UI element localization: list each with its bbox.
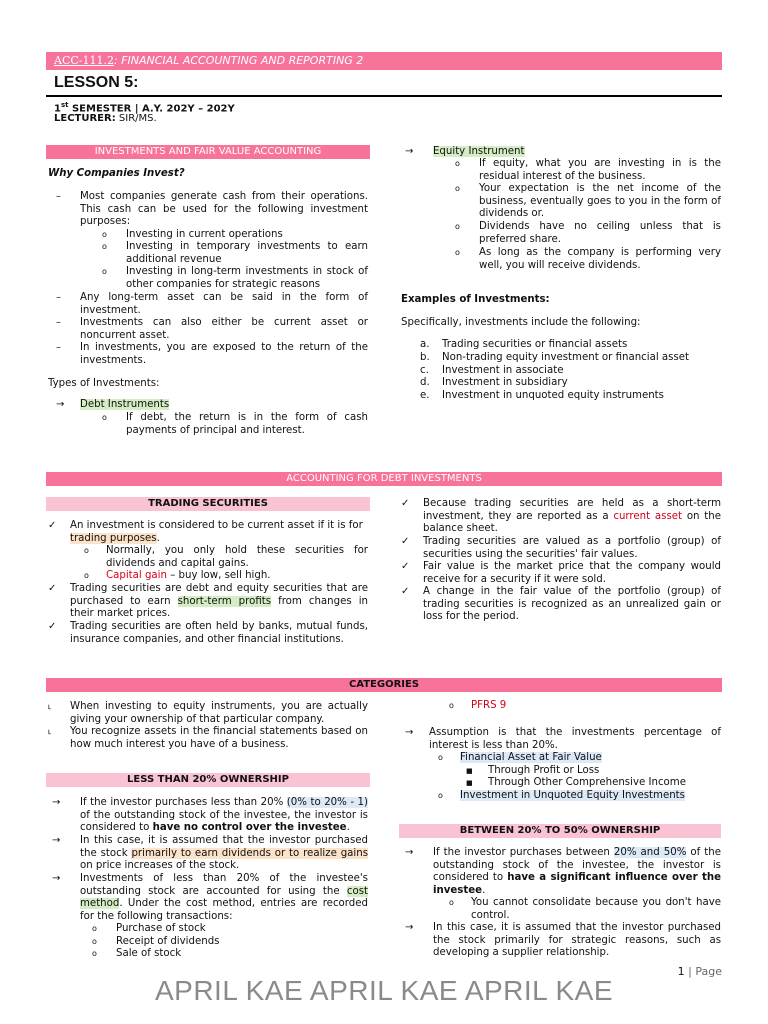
capital-gain-term: Capital gain xyxy=(106,570,167,581)
equity-instrument-label: Equity Instrument xyxy=(433,146,525,157)
cost-method-highlight: cost method xyxy=(80,885,368,910)
course-title: : FINANCIAL ACCOUNTING AND REPORTING 2 xyxy=(113,54,364,67)
bullet-text xyxy=(80,797,368,835)
check-marker: ✓ xyxy=(48,520,57,531)
lecturer-value: SIR/MS. xyxy=(115,113,157,124)
sub-bullet-text: Dividends have no ceiling unless that is preferred share. xyxy=(479,221,721,245)
less-than-20-heading: LESS THAN 20% OWNERSHIP xyxy=(46,773,370,787)
bullet-text xyxy=(433,847,721,897)
bullet-text: A change in the fair value of the portfolio (group) of trading securities is recognized as an unrealized gain or loss for the period. xyxy=(423,586,721,623)
sub-bullet-text: You cannot consolidate because you don't have control. xyxy=(471,897,721,921)
sub-bullet-text: If equity, what you are investing in is the residual interest of the business. xyxy=(479,158,721,182)
example-text: Trading securities or financial assets xyxy=(442,339,628,350)
sub-bullet-text: Investing in long-term investments in stock of other companies for strategic reasons xyxy=(126,266,368,290)
circle-marker: o xyxy=(438,753,443,762)
bullet-text xyxy=(80,835,368,873)
sub-bullet-text: As long as the company is performing very well, you will receive dividends. xyxy=(479,247,721,271)
current-asset-term: current asset xyxy=(613,510,683,522)
circle-marker: o xyxy=(455,184,460,193)
text-span: of the outstanding stock of the investee, the investor is considered to xyxy=(80,809,368,834)
circle-marker: o xyxy=(92,949,97,959)
bullet-text: In investments, you are exposed to the return of the investments. xyxy=(80,342,368,366)
dash-marker: – xyxy=(56,317,61,328)
circle-marker: o xyxy=(449,701,454,710)
list-marker: a. xyxy=(420,339,430,350)
dash-marker: – xyxy=(56,292,61,303)
circle-marker: o xyxy=(449,898,454,907)
list-item xyxy=(420,390,720,403)
bullet-text xyxy=(70,583,368,621)
circle-marker: o xyxy=(84,546,89,555)
list-item xyxy=(420,365,720,378)
list-item xyxy=(420,377,720,390)
circle-marker: o xyxy=(102,242,107,251)
dash-marker: – xyxy=(56,342,61,353)
text-span: Trading securities are debt and equity securities that are purchased to earn xyxy=(70,583,368,607)
arrow-marker: → xyxy=(405,847,414,858)
bullet-text: When investing to equity instruments, you are actually giving your ownership of that particular company. xyxy=(70,701,368,725)
list-marker: b. xyxy=(420,351,430,363)
arrow-marker: → xyxy=(405,727,414,738)
header-rule xyxy=(46,95,722,97)
list-item xyxy=(92,936,368,949)
bullet-text xyxy=(80,873,368,923)
circle-marker: o xyxy=(92,936,97,946)
trading-purposes-highlight: trading purposes xyxy=(70,532,157,544)
transaction-text: Sale of stock xyxy=(116,948,182,960)
course-header-bar xyxy=(46,52,722,70)
watermark: APRIL KAE APRIL KAE APRIL KAE xyxy=(154,975,614,1006)
circle-marker: o xyxy=(92,924,97,933)
bullet-text: Trading securities are often held by banks, mutual funds, insurance companies, and other financial institutions. xyxy=(70,621,368,645)
sub-bullet-text xyxy=(106,570,368,583)
check-marker: ✓ xyxy=(48,621,57,632)
section-title-debt: ACCOUNTING FOR DEBT INVESTMENTS xyxy=(46,472,722,486)
text-span: . Under the cost method, entries are recorded for the following transactions: xyxy=(80,898,368,922)
section-title-investments: INVESTMENTS AND FAIR VALUE ACCOUNTING xyxy=(46,145,370,159)
circle-marker: o xyxy=(438,791,443,800)
list-marker: c. xyxy=(420,364,429,376)
circle-marker: o xyxy=(102,413,107,422)
arrow-marker: → xyxy=(52,873,61,884)
square-marker: ■ xyxy=(466,779,473,787)
arrow-marker: → xyxy=(405,922,414,933)
text-span: If the investor purchases less than 20% xyxy=(80,797,287,808)
course-code: ACC-111.2 xyxy=(54,54,114,67)
lesson-title: LESSON 5: xyxy=(54,74,139,91)
list-item xyxy=(92,948,368,961)
sub-bullet-text: Through Other Comprehensive Income xyxy=(488,777,686,788)
example-text: Investment in subsidiary xyxy=(442,377,568,389)
page-label: | Page xyxy=(684,965,722,978)
text-span: from changes in their market prices. xyxy=(70,595,368,620)
list-item xyxy=(420,339,720,352)
semester-number: 1 xyxy=(54,103,61,115)
bullet-text: Trading securities are valued as a portfolio (group) of securities using the securities' fair values. xyxy=(423,536,721,560)
list-marker: d. xyxy=(420,377,430,389)
section-title-categories: CATEGORIES xyxy=(46,678,722,692)
lecturer-label: LECTURER: xyxy=(54,113,116,124)
arrow-marker: → xyxy=(52,797,61,808)
list-marker: e. xyxy=(420,390,430,402)
check-marker: ✓ xyxy=(401,536,410,547)
text-span: In this case, it is assumed that the investor purchased the stock xyxy=(80,835,368,859)
text-span: . xyxy=(156,532,160,544)
example-text: Investment in unquoted equity instruments xyxy=(442,390,664,402)
square-marker: ■ xyxy=(466,767,473,775)
text-span: Because trading securities are held as a short-term investment, they are reported as a xyxy=(423,498,721,522)
bullet-text xyxy=(70,520,368,545)
text-span: Investments of less than 20% of the investee's outstanding stock are accounted for using the xyxy=(80,873,368,897)
dividends-highlight: primarily to earn dividends or to realize gains xyxy=(131,847,368,859)
bullet-text: Most companies generate cash from their operations. This cash can be used for the following investment purposes: xyxy=(80,191,368,228)
list-item xyxy=(420,352,720,365)
lecturer-line xyxy=(54,112,157,125)
circle-marker: o xyxy=(102,267,107,276)
text-span: If the investor purchases between xyxy=(433,847,614,858)
pfrs-9-label: PFRS 9 xyxy=(471,700,507,711)
text-span: . xyxy=(482,884,486,896)
text-span: . xyxy=(346,822,350,834)
arrow-marker: → xyxy=(56,399,65,410)
transaction-text: Purchase of stock xyxy=(116,923,206,934)
example-text: Non-trading equity investment or financial asset xyxy=(442,351,690,363)
bullet-text: In this case, it is assumed that the investor purchased the stock primarily for strategic reasons, such as developing a supplier relationship. xyxy=(433,922,721,959)
significant-influence-term: have a significant influence over the investee xyxy=(433,872,721,896)
check-marker: ✓ xyxy=(401,498,410,509)
why-invest-heading: Why Companies Invest? xyxy=(48,168,185,179)
text-span: – buy low, sell high. xyxy=(166,570,271,581)
check-marker: ✓ xyxy=(48,583,57,594)
debt-instruments-label: Debt Instruments xyxy=(80,399,170,410)
text-span: of the outstanding stock of the investee, the investor is considered to xyxy=(433,847,722,884)
semester-sup: st xyxy=(60,101,69,109)
bullet-text: You recognize assets in the financial statements based on how much interest you have of a business. xyxy=(70,726,368,750)
trading-securities-heading: TRADING SECURITIES xyxy=(46,497,370,511)
sub-bullet-text: Your expectation is the net income of the business, eventually goes to you in the form of dividends or. xyxy=(479,183,721,220)
financial-asset-fv-label: Financial Asset at Fair Value xyxy=(460,752,602,763)
bullet-text: Assumption is that the investments percentage of interest is less than 20%. xyxy=(429,727,721,751)
examples-intro: Specifically, investments include the following: xyxy=(401,317,641,328)
arrow-marker: → xyxy=(405,146,414,157)
check-marker: ✓ xyxy=(401,561,410,572)
types-heading: Types of Investments: xyxy=(48,378,160,389)
example-text: Investment in associate xyxy=(442,364,564,376)
circle-marker: o xyxy=(455,222,460,231)
check-marker: ✓ xyxy=(401,586,410,597)
page-num: 1 xyxy=(677,965,685,978)
bullet-text: Fair value is the market price that the company would receive for a security if it were sold. xyxy=(423,561,721,585)
semester-text: SEMESTER | A.Y. 202Y – 202Y xyxy=(68,103,235,115)
corner-marker: ˪ xyxy=(48,701,52,712)
sub-bullet-text: Through Profit or Loss xyxy=(488,765,600,776)
no-control-term: have no control over the investee xyxy=(152,822,347,834)
text-span: An investment is considered to be current asset if it is for xyxy=(70,520,363,531)
bullet-text: Any long-term asset can be said in the form of investment. xyxy=(80,292,368,316)
unquoted-equity-label: Investment in Unquoted Equity Investments xyxy=(460,790,685,801)
short-term-profits-highlight: short-term profits xyxy=(177,595,272,607)
arrow-marker: → xyxy=(52,835,61,846)
circle-marker: o xyxy=(455,248,460,257)
text-span: on the balance sheet. xyxy=(423,510,722,535)
dash-marker: – xyxy=(56,191,61,202)
circle-marker: o xyxy=(102,230,107,239)
examples-list xyxy=(420,339,720,403)
examples-heading: Examples of Investments: xyxy=(401,294,550,305)
corner-marker: ˪ xyxy=(48,726,52,737)
bullet-text xyxy=(423,498,721,536)
sub-bullet-text: Normally, you only hold these securities for dividends and capital gains. xyxy=(106,545,368,569)
text-span: on price increases of the stock. xyxy=(80,860,240,872)
transaction-text: Receipt of dividends xyxy=(116,935,220,947)
range-highlight: 20% and 50% xyxy=(613,847,687,858)
between-20-50-heading: BETWEEN 20% TO 50% OWNERSHIP xyxy=(399,824,721,838)
cost-method-transactions xyxy=(92,923,368,961)
sub-bullet-text: Investing in current operations xyxy=(126,229,283,240)
circle-marker: o xyxy=(455,159,460,168)
list-item xyxy=(92,923,368,936)
bullet-text: Investments can also either be current asset or noncurrent asset. xyxy=(80,317,368,341)
circle-marker: o xyxy=(84,571,89,580)
sub-bullet-text: If debt, the return is in the form of cash payments of principal and interest. xyxy=(126,412,368,436)
sub-bullet-text: Investing in temporary investments to earn additional revenue xyxy=(126,241,368,265)
range-highlight: (0% to 20% - 1) xyxy=(286,797,368,808)
